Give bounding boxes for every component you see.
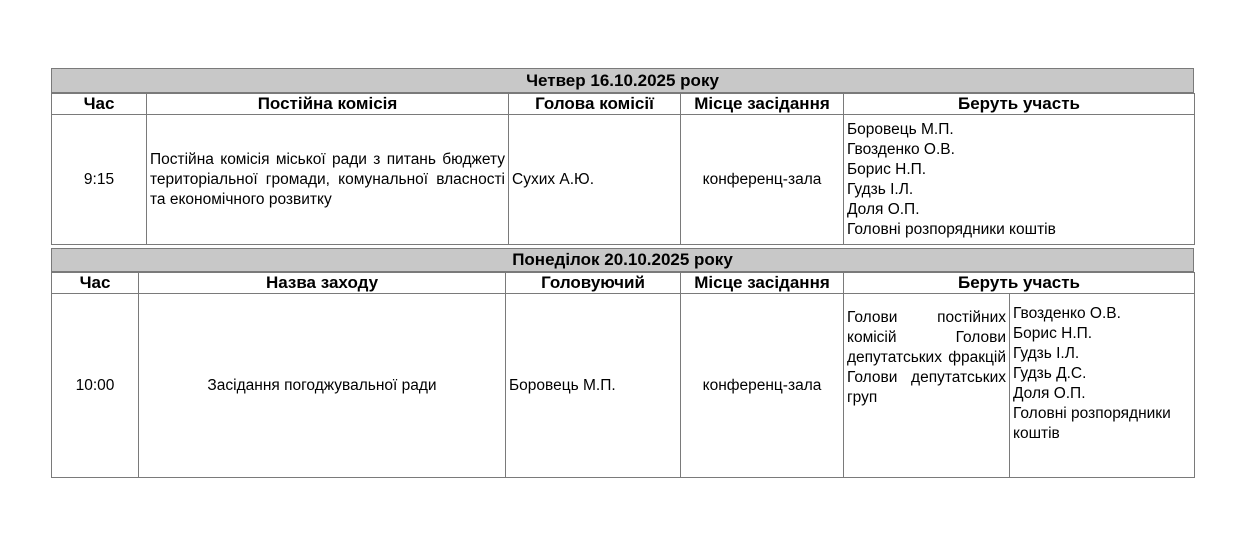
col-place-header: Місце засідання <box>681 273 844 294</box>
col-time-header: Час <box>52 94 147 115</box>
participant: Доля О.П. <box>1013 385 1086 402</box>
table-row <box>52 115 1195 245</box>
participant: Боровець М.П. <box>847 120 954 138</box>
day2-schedule-table <box>51 272 1195 478</box>
chair-cell: Боровець М.П. <box>506 294 681 478</box>
col-participants-header: Беруть участь <box>844 273 1195 294</box>
participant: Борис Н.П. <box>847 160 927 178</box>
participants-groups-cell: Голови постійних комісій Голови депутатських фракцій Голови депутатських груп <box>844 294 1010 478</box>
table-row <box>52 294 1195 478</box>
participants-list <box>847 120 1191 240</box>
participant: Гудзь І.Л. <box>1013 345 1080 362</box>
day1-schedule-table <box>51 93 1195 245</box>
participant: Головні розпорядники коштів <box>847 220 1056 238</box>
day1-header-row <box>52 94 1195 115</box>
participant: Гудзь І.Л. <box>847 180 914 198</box>
col-commission-header: Постійна комісія <box>147 94 509 115</box>
day1-date-header: Четвер 16.10.2025 року <box>51 68 1194 93</box>
place-cell: конференц-зала <box>681 115 844 245</box>
commission-cell: Постійна комісія міської ради з питань бюджету територіальної громади, комунальної власності та економічного розвитку <box>147 115 509 245</box>
time-cell: 10:00 <box>52 294 139 478</box>
head-cell: Сухих А.Ю. <box>509 115 681 245</box>
participant: Головні розпорядники коштів <box>1013 405 1171 442</box>
participant: Гудзь Д.С. <box>1013 365 1087 382</box>
col-chair-header: Головуючий <box>506 273 681 294</box>
col-time-header: Час <box>52 273 139 294</box>
time-cell: 9:15 <box>52 115 147 245</box>
participants-names-cell <box>1010 294 1195 478</box>
participants-cell <box>844 115 1195 245</box>
col-participants-header: Беруть участь <box>844 94 1195 115</box>
participants-list <box>1013 304 1191 444</box>
participant: Гвозденко О.В. <box>847 140 955 158</box>
participant: Гвозденко О.В. <box>1013 305 1121 322</box>
event-cell: Засідання погоджувальної ради <box>139 294 506 478</box>
col-event-header: Назва заходу <box>139 273 506 294</box>
place-cell: конференц-зала <box>681 294 844 478</box>
day2-header-row <box>52 273 1195 294</box>
col-head-header: Голова комісії <box>509 94 681 115</box>
participant: Доля О.П. <box>847 200 920 218</box>
day2-date-header: Понеділок 20.10.2025 року <box>51 248 1194 272</box>
col-place-header: Місце засідання <box>681 94 844 115</box>
participant: Борис Н.П. <box>1013 325 1093 342</box>
